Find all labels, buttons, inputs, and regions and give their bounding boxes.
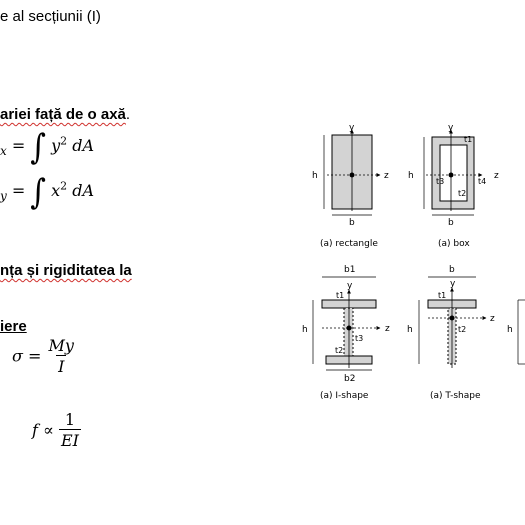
y-axis-label: y (347, 281, 353, 291)
b-label: b (449, 265, 455, 275)
formula-iy-lhs: y (0, 189, 7, 203)
t4-label: t4 (478, 177, 487, 186)
box-shape (432, 137, 474, 209)
web (344, 308, 353, 356)
formula-iy-diff: dA (72, 181, 95, 200)
z-axis-label: z (490, 314, 495, 324)
b-label: b (349, 218, 355, 228)
h-label: h (312, 171, 318, 181)
box-section (408, 123, 499, 249)
b1-label: b1 (344, 265, 356, 275)
b-label: b (448, 218, 454, 228)
formula-ix: $_x$ = ∫ $y^2$ dA (0, 127, 95, 168)
box-caption: (a) box (438, 239, 470, 249)
stiffness-heading: nța și rigiditatea la (0, 262, 132, 279)
integral-sign: ∫ (30, 127, 47, 168)
fraction-numerator: 1 (64, 410, 76, 429)
formula-iy-var: x (51, 181, 61, 200)
t-shape-section (407, 265, 495, 401)
t1-label: t1 (336, 291, 345, 300)
centroid (449, 173, 454, 178)
i-shape-section (302, 265, 390, 401)
t1-label: t1 (464, 135, 473, 144)
formula-ix-lhs: x (0, 144, 7, 158)
formula-iy-exp: 2 (60, 179, 68, 193)
h-label: h (507, 325, 513, 335)
formula-ix-diff: dA (72, 136, 95, 155)
centroid (347, 326, 352, 331)
formula-ix-var: y (51, 136, 61, 155)
fraction-denominator: I (58, 357, 65, 376)
formula-iy: $_y$ = ∫ $x^2$ dA (0, 172, 95, 213)
section-line: e al secțiunii (I) (0, 8, 101, 25)
z-axis-label: z (494, 171, 499, 181)
y-axis-label: y (450, 279, 456, 289)
fraction-numerator: My (48, 336, 74, 355)
t1-label: t1 (438, 291, 447, 300)
t2-label: t2 (458, 325, 467, 334)
centroid (350, 173, 355, 178)
t3-label: t3 (436, 177, 445, 186)
formula-sigma-lhs: σ (12, 346, 23, 366)
t2-label: t2 (458, 189, 467, 198)
definition-heading-suffix: . (125, 106, 131, 123)
y-axis-label: y (448, 123, 454, 133)
formula-sigma: σ = $\frac{My}{I}$ (12, 336, 74, 376)
b2-label: b2 (344, 374, 356, 384)
formula-f-lhs: f (32, 420, 38, 440)
fraction-denominator: EI (60, 431, 79, 450)
t-shape-caption: (a) T-shape (430, 391, 481, 401)
bending-heading: iere (0, 318, 27, 335)
definition-heading-text: ariei față de o axă (0, 106, 126, 123)
t2-label: t2 (335, 346, 344, 355)
t3-label: t3 (355, 334, 364, 343)
formula-ix-exp: 2 (60, 134, 68, 148)
centroid (450, 316, 455, 321)
i-shape-caption: (a) I-shape (320, 391, 369, 401)
z-axis-label: z (384, 171, 389, 181)
h-label: h (302, 325, 308, 335)
z-axis-label: z (385, 324, 390, 334)
rectangle-section (312, 123, 389, 249)
integral-sign: ∫ (30, 172, 47, 213)
h-label: h (408, 171, 414, 181)
h-label: h (407, 325, 413, 335)
y-axis-label: y (349, 123, 355, 133)
rectangle-caption: (a) rectangle (320, 239, 378, 249)
partial-section (507, 300, 525, 364)
proportional-sign: ∝ (43, 420, 54, 440)
